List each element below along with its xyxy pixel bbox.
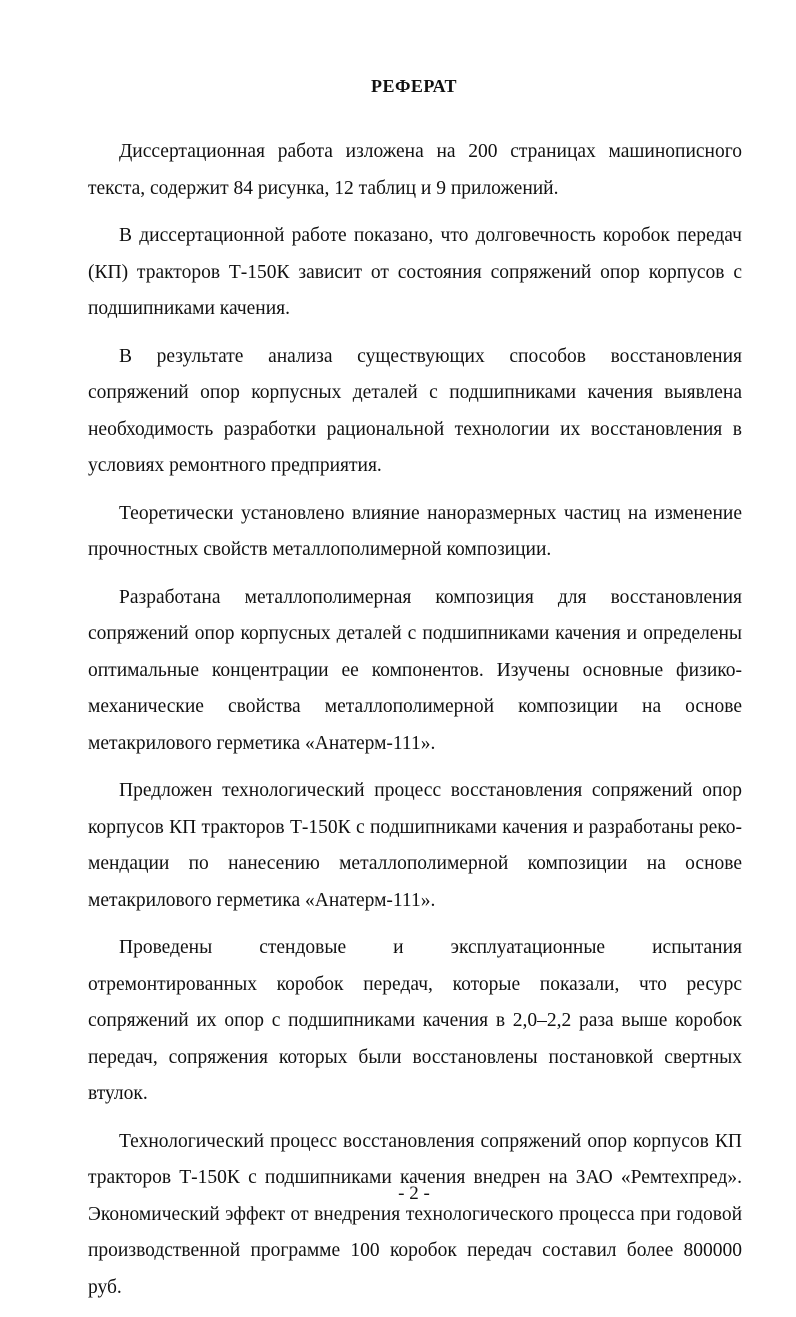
paragraph-process: Предложен технологический процесс восстановления сопряжений опор корпусов КП тракторов Т-150К с подшипниками качения и разработаны рекомендации по нанесению металлополимерной композиции на основе метакрилового герметика «Анатерм-111». xyxy=(88,780,742,911)
paragraph-theory: Теоретически установлено влияние наноразмерных частиц на изменение прочностных свойств металлополимерной композиции. xyxy=(88,502,742,560)
paragraph-testing: Проведены стендовые и эксплуатационные испытания отремонтированных коробок передач, которые показали, что ресурс сопряжений их опор с подшипниками качения в 2,0–2,2 раза выше коробок передач, сопряжения которых были восстановлены постановкой свертных втулок. xyxy=(88,937,742,1104)
abstract-body xyxy=(88,134,742,1317)
paragraph-durability: В диссертационной работе показано, что долговечность коробок передач (КП) тракторов Т-150К зависит от состояния сопряжений опор корпусов с подшипниками качения. xyxy=(88,225,742,319)
page-title: РЕФЕРАТ xyxy=(370,76,458,96)
paragraph-implementation: Технологический процесс восстановления сопряжений опор корпусов КП тракторов Т-150К с подшипниками качения внедрен на ЗАО «Ремтехпред». Экономический эффект от внедрения технологического процесса при годовой производственной программе 100 коробок передач составил более 800000 руб. xyxy=(88,1130,742,1298)
paragraph-volume: Диссертационная работа изложена на 200 страницах машинописного текста, содержит 84 рисунка, 12 таблиц и 9 приложений. xyxy=(88,141,742,199)
paragraph-analysis: В результате анализа существующих способов восстановления сопряжений опор корпусных деталей с подшипниками качения выявлена необходимость разработки рациональной технологии их восстановления в условиях ремонтного предприятия. xyxy=(88,345,742,476)
page-number: - 2 - xyxy=(398,1183,430,1204)
paragraph-composition: Разработана металлополимерная композиция для восстановления сопряжений опор корпусных деталей с подшипниками качения и определены оптимальные концентрации ее компонентов. Изучены основные физико-механические свойства металлополимерной композиции на основе метакрилового герметика «Анатерм-111». xyxy=(88,586,742,754)
